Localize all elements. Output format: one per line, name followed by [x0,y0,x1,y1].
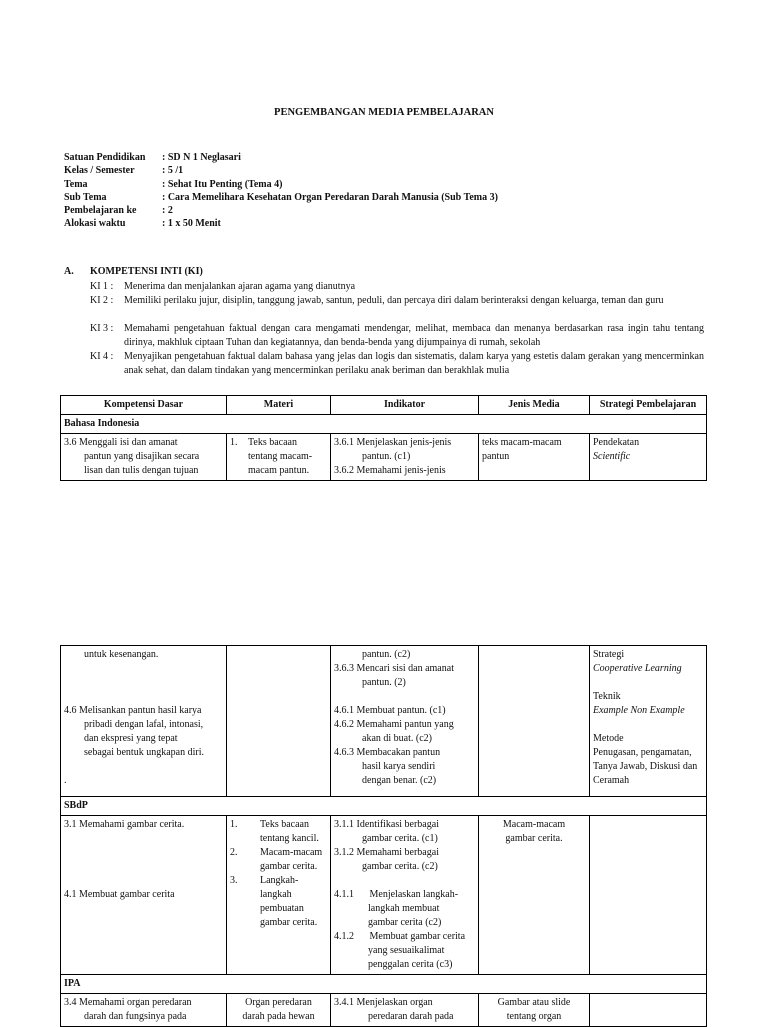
indikator-line: penggalan cerita (c3) [368,959,453,970]
ki-item [90,322,704,350]
ki-text: Menerima dan menjalankan ajaran agama yang dianutnya [124,281,356,292]
media-line: teks macam-macam [482,437,562,448]
kd-line: untuk kesenangan. [84,649,159,660]
indikator-line: langkah membuat [368,903,440,914]
kd-line: . [64,775,67,786]
strategi-line: Scientific [593,451,631,462]
header-kd: Kompetensi Dasar [61,396,227,415]
materi-text: Langkah-langkah pembuatan gambar cerita. [260,875,318,928]
meta-value: : Sehat Itu Penting (Tema 4) [162,178,283,190]
meta-key: Satuan Pendidikan [64,152,146,163]
strategi-line: Example Non Example [593,705,685,716]
meta-key: Sub Tema [64,191,107,203]
strategi-cell [590,994,707,1027]
kd-cell [61,646,227,797]
strategi-line: Penugasan, pengamatan, Tanya Jawab, Diskusi dan Ceramah [593,747,698,786]
meta-value: : 1 x 50 Menit [162,218,221,230]
media-cell [479,816,590,975]
indikator-line: 3.6.3 Mencari sisi dan amanat [334,663,454,674]
ki-label: KI 4 : [90,351,114,362]
materi-cell [227,646,331,797]
indikator-code: 3.1.2 [334,847,354,858]
indikator-item [334,818,475,832]
media-cell [479,646,590,797]
meta-row [64,204,498,217]
table-row [61,816,707,975]
list-number: 2. [230,847,238,858]
list-number: 3. [230,875,238,886]
indikator-code: 4.1.2 [334,931,354,942]
section-row [61,415,707,434]
materi-item [230,874,327,930]
competency-table-continued [60,645,707,1027]
section-number: A. [64,266,74,277]
meta-row [64,191,498,204]
meta-key: Pembelajaran ke [64,205,137,217]
table-row [61,994,707,1027]
materi-cell [227,816,331,975]
ki-heading [64,265,203,279]
kd-line: 3.4 Memahami organ peredaran [64,997,192,1008]
indikator-line: 4.6.3 Membacakan pantun [334,747,441,758]
materi-line: Teks bacaan [248,437,297,448]
strategi-line: Cooperative Learning [593,663,682,674]
section-heading: KOMPETENSI INTI (KI) [90,266,203,277]
meta-key: Alokasi waktu [64,218,126,230]
header-materi: Materi [227,396,331,415]
indikator-item [334,930,475,944]
header-strategi: Strategi Pembelajaran [590,396,707,415]
materi-item [230,846,327,874]
indikator-cell [331,434,479,481]
strategi-cell [590,434,707,481]
kd-line: darah dan fungsinya pada [84,1011,187,1022]
meta-key: Kelas / Semester [64,165,135,177]
ki-item [90,294,704,308]
media-line: Macam-macam [502,819,566,830]
indikator-text: Menjelaskan langkah- [369,889,459,900]
strategi-line: Pendekatan [593,437,640,448]
table-header-row [61,396,707,415]
materi-item [230,818,327,846]
kd-cell [61,994,227,1027]
indikator-line: gambar cerita (c2) [368,917,442,928]
meta-row [64,178,498,191]
kd-line: lisan dan tulis dengan tujuan [84,465,199,476]
kd-cell [61,434,227,481]
materi-line: macam pantun. [248,465,310,476]
strategi-line: Teknik [593,691,621,702]
meta-row [64,151,498,164]
materi-line: Organ peredaran [245,997,312,1008]
section-label: SBdP [61,797,707,816]
strategi-line: Metode [593,733,624,744]
indikator-line: peredaran darah pada [368,1011,454,1022]
media-line: Gambar atau slide [497,997,571,1008]
indikator-line: 3.6.2 Memahami jenis-jenis [334,465,446,476]
media-cell [479,994,590,1027]
strategi-cell [590,646,707,797]
indikator-line: gambar cerita. (c2) [362,861,438,872]
kd-line: dan ekspresi yang tepat [84,733,178,744]
materi-line: tentang macam- [248,451,313,462]
section-row [61,975,707,994]
media-line: tentang organ [506,1011,562,1022]
table-row [61,646,707,797]
materi-cell [227,434,331,481]
media-cell [479,434,590,481]
meta-value: : SD N 1 Neglasari [162,152,241,163]
indikator-line: akan di buat. (c2) [362,733,432,744]
indikator-line: yang sesuaikalimat [368,945,445,956]
indikator-line: pantun. (2) [362,677,406,688]
section-label: Bahasa Indonesia [61,415,707,434]
meta-value: : 5 /1 [162,165,184,177]
meta-value: : Cara Memelihara Kesehatan Organ Peredaran Darah Manusia (Sub Tema 3) [162,191,498,203]
kd-line: sebagai bentuk ungkapan diri. [84,747,204,758]
materi-cell [227,994,331,1027]
media-line: pantun [482,451,510,462]
meta-key: Tema [64,178,88,190]
indikator-text: Membuat gambar cerita [369,931,466,942]
kd-cell [61,816,227,975]
indikator-cell [331,994,479,1027]
materi-line: darah pada hewan [242,1011,315,1022]
indikator-line: pantun. (c2) [362,649,411,660]
document-title: PENGEMBANGAN MEDIA PEMBELAJARAN [274,107,494,118]
section-row [61,797,707,816]
materi-text: Macam-macam gambar cerita. [260,847,323,872]
kd-line: pantun yang disajikan secara [84,451,200,462]
indikator-line: hasil karya sendiri [362,761,436,772]
indikator-line: 3.4.1 Menjelaskan organ [334,997,433,1008]
indikator-line: gambar cerita. (c1) [362,833,438,844]
list-number: 1. [230,437,238,448]
indikator-line: 3.6.1 Menjelaskan jenis-jenis [334,437,452,448]
header-indikator: Indikator [331,396,479,415]
indikator-cell [331,816,479,975]
materi-item [230,436,327,478]
meta-row [64,164,498,177]
list-number: 1. [230,819,238,830]
meta-row [64,217,498,230]
ki-item [90,280,704,294]
indikator-line: pantun. (c1) [362,451,411,462]
indikator-item [334,888,475,902]
ki-item [90,350,704,378]
kd-line: 3.1 Memahami gambar cerita. [64,819,185,830]
indikator-cell [331,646,479,797]
ki-label: KI 3 : [90,323,114,334]
table-row [61,434,707,481]
indikator-text: Identifikasi berbagai [356,819,439,830]
indikator-line: dengan benar. (c2) [362,775,437,786]
indikator-code: 3.1.1 [334,819,354,830]
ki-text: Memiliki perilaku jujur, disiplin, tanggung jawab, santun, peduli, dan percaya diri dalam berinteraksi dengan keluarga, teman dan guru [124,295,664,306]
meta-value: : 2 [162,205,173,217]
identity-block [64,151,498,231]
section-label: IPA [61,975,707,994]
competency-table-top [60,395,707,481]
indikator-line: 4.6.1 Membuat pantun. (c1) [334,705,446,716]
header-media: Jenis Media [479,396,590,415]
indikator-line: 4.6.2 Memahami pantun yang [334,719,454,730]
media-line: gambar cerita. [505,833,563,844]
strategi-cell [590,816,707,975]
materi-text: Teks bacaan tentang kancil. [260,819,319,844]
kd-line: 4.1 Membuat gambar cerita [64,889,175,900]
indikator-item [334,846,475,860]
indikator-text: Memahami berbagai [356,847,439,858]
ki-text: Menyajikan pengetahuan faktual dalam bahasa yang jelas dan logis dan sistematis, dalam karya yang estetis dalam gerakan yang mencerminkan anak sehat, dan dalam tindakan yang mencerminkan perilaku anak beriman dan berakhlak mulia [124,351,704,376]
kd-line: 3.6 Menggali isi dan amanat [64,437,178,448]
strategi-line: Strategi [593,649,625,660]
ki-text: Memahami pengetahuan faktual dengan cara mengamati mendengar, melihat, membaca dan menanya berdasarkan rasa ingin tahu tentang dirinya, makhluk ciptaan Tuhan dan kegiatannya, dan benda-benda yang dijumpainya di rumah, sekolah [124,323,704,348]
indikator-code: 4.1.1 [334,889,354,900]
ki-label: KI 1 : [90,281,114,292]
ki-label: KI 2 : [90,295,114,306]
kd-line: pribadi dengan lafal, intonasi, [84,719,204,730]
kd-line: 4.6 Melisankan pantun hasil karya [64,705,202,716]
